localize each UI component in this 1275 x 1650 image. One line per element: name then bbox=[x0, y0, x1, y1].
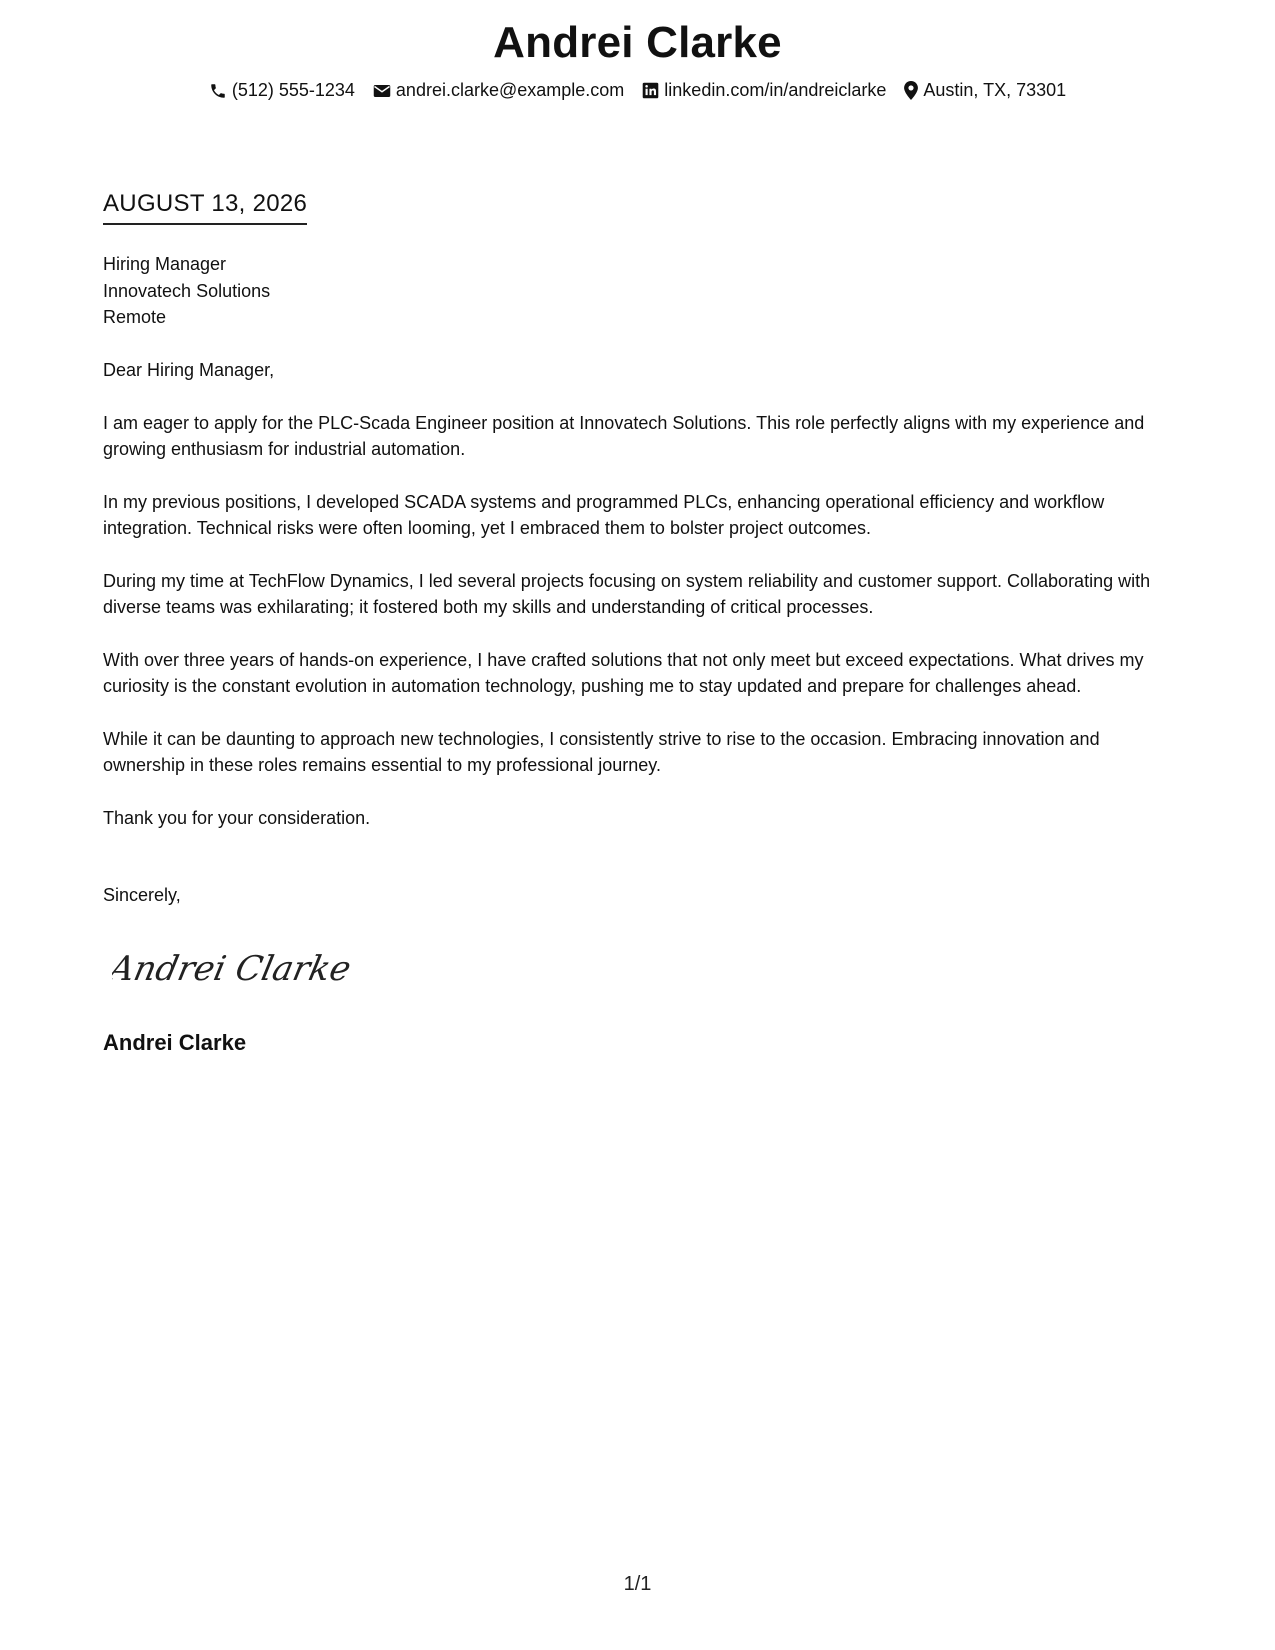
recipient-title: Hiring Manager bbox=[103, 254, 227, 274]
phone-icon bbox=[209, 82, 227, 100]
map-pin-icon bbox=[904, 81, 918, 100]
letter-date: AUGUST 13, 2026 bbox=[103, 190, 307, 225]
body-paragraph: In my previous positions, I developed SCADA systems and programmed PLCs, enhancing operational efficiency and workflow integration. Technical risks were often looming, yet I embraced them to bolster project outcomes. bbox=[103, 491, 1105, 538]
contact-phone-text[interactable]: (512) 555-1234 bbox=[231, 80, 355, 100]
signer-name: Andrei Clarke bbox=[103, 1030, 247, 1055]
contact-phone bbox=[209, 80, 355, 101]
body-paragraph: While it can be daunting to approach new technologies, I consistently strive to rise to the occasion. Embracing innovation and ownership in these roles remains essential to my professional journey. bbox=[103, 728, 1100, 775]
page-number: 1/1 bbox=[623, 1573, 652, 1595]
body-paragraph: With over three years of hands-on experience, I have crafted solutions that not only meet but exceed expectations. What drives my curiosity is the constant evolution in automation technology, pushing me to stay updated and prepare for challenges ahead. bbox=[103, 649, 1144, 696]
handwritten-signature bbox=[112, 940, 352, 996]
body-paragraph: During my time at TechFlow Dynamics, I led several projects focusing on system reliability and customer support. Collaborating with diverse teams was exhilarating; it fostered both my skills and understanding of critical processes. bbox=[103, 570, 1151, 617]
contact-location-text: Austin, TX, 73301 bbox=[923, 80, 1067, 100]
recipient-location: Remote bbox=[103, 307, 167, 327]
header-name: Andrei Clarke bbox=[493, 18, 782, 67]
recipient-company: Innovatech Solutions bbox=[103, 280, 271, 301]
contact-linkedin bbox=[642, 80, 886, 101]
signature-text: Andrei Clarke bbox=[112, 949, 352, 989]
linkedin-icon bbox=[642, 82, 659, 99]
contact-location bbox=[904, 80, 1066, 101]
letter-body bbox=[103, 357, 1173, 857]
salutation: Dear Hiring Manager, bbox=[103, 360, 275, 380]
contact-bar bbox=[0, 80, 1275, 101]
closing: Sincerely, bbox=[103, 885, 181, 905]
body-paragraph: I am eager to apply for the PLC-Scada Engineer position at Innovatech Solutions. This role perfectly aligns with my experience and growing enthusiasm for industrial automation. bbox=[103, 412, 1145, 459]
contact-email-text[interactable]: andrei.clarke@example.com bbox=[395, 80, 625, 100]
envelope-icon bbox=[373, 83, 391, 99]
thank-you-line: Thank you for your consideration. bbox=[103, 807, 371, 828]
recipient-block bbox=[103, 251, 270, 331]
contact-linkedin-text[interactable]: linkedin.com/in/andreiclarke bbox=[664, 80, 887, 100]
contact-email bbox=[373, 80, 624, 101]
